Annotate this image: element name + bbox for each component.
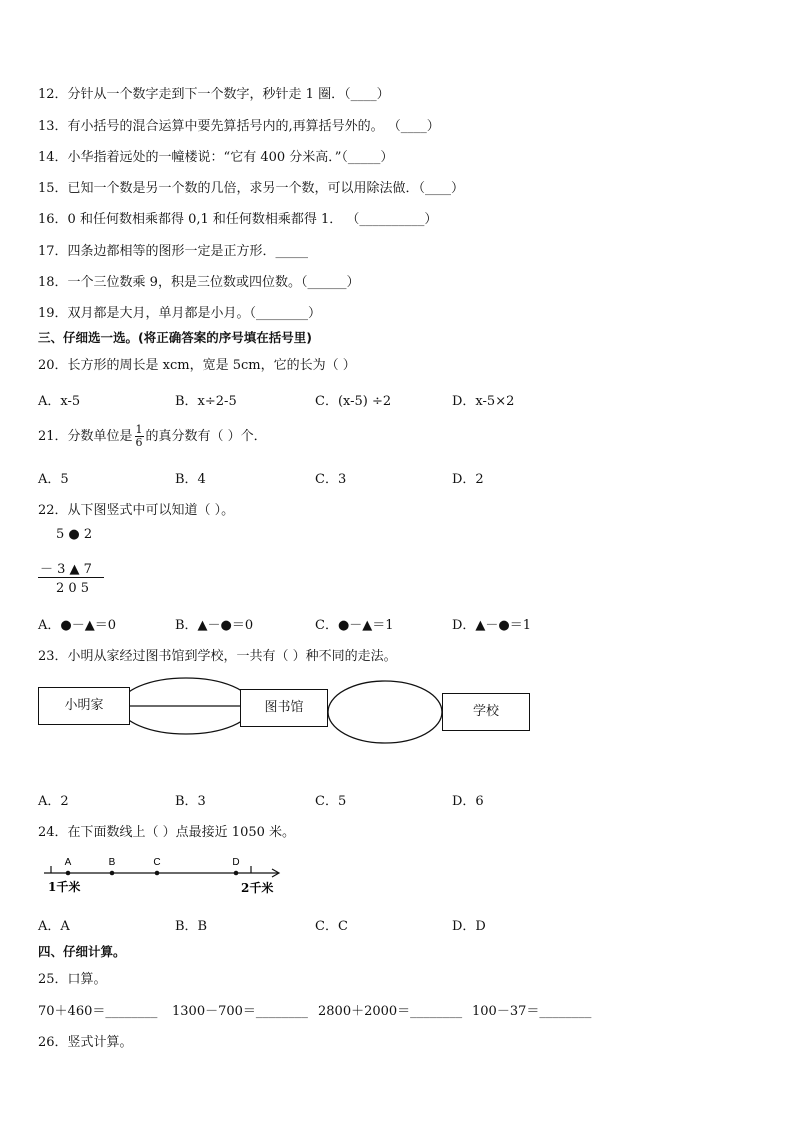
point-b-dot <box>110 871 115 876</box>
q20-option-c[interactable]: C．(x-5) ÷2 <box>315 394 392 409</box>
question-12: 12．分针从一个数字走到下一个数字，秒针走 1 圈．（____） <box>38 87 390 102</box>
box-school: 学校 <box>442 693 530 731</box>
question-20-stem: 20．长方形的周长是 xcm，宽是 5cm，它的长为（ ） <box>38 358 356 373</box>
question-22-stem: 22．从下图竖式中可以知道（ ）。 <box>38 503 235 518</box>
q21-option-a[interactable]: A．5 <box>38 472 69 487</box>
q20-option-b[interactable]: B．x÷2-5 <box>175 394 237 409</box>
q22-option-b[interactable]: B．▲－●＝0 <box>175 618 254 633</box>
question-15: 15．已知一个数是另一个数的几倍，求另一个数，可以用除法做．（____） <box>38 181 465 196</box>
point-d-label: D <box>232 857 240 868</box>
point-d-dot <box>234 871 239 876</box>
mental-calc-2[interactable]: 1300－700＝________ <box>172 1004 308 1019</box>
question-16: 16．0 和任何数相乘都得 0,1 和任何数相乘都得 1． （__________） <box>38 212 438 227</box>
route-ellipse-2 <box>328 681 442 743</box>
q23-option-b[interactable]: B．3 <box>175 794 206 809</box>
question-24-stem: 24．在下面数线上（ ）点最接近 1050 米。 <box>38 825 296 840</box>
calc-rule <box>38 577 104 578</box>
section-3-title: 三、仔细选一选。(将正确答案的序号填在括号里) <box>38 330 312 345</box>
question-25-stem: 25．口算。 <box>38 972 107 987</box>
calc-row-1: 5 ● 2 <box>56 527 93 542</box>
q20-option-d[interactable]: D．x-5×2 <box>452 394 515 409</box>
q20-option-a[interactable]: A．x-5 <box>38 394 81 409</box>
q21-option-c[interactable]: C．3 <box>315 472 347 487</box>
point-c-label: C <box>153 857 161 868</box>
fraction-one-sixth <box>135 424 144 449</box>
fraction-numerator: 1 <box>135 423 143 436</box>
calc-row-2: － 3 ▲ 7 <box>40 562 92 577</box>
point-b-label: B <box>108 857 116 868</box>
mental-calc-4[interactable]: 100－37＝________ <box>472 1004 592 1019</box>
q21-stem-before: 21．分数单位是 <box>38 429 133 444</box>
box-library: 图书馆 <box>240 689 328 727</box>
question-23-stem: 23．小明从家经过图书馆到学校，一共有（ ）种不同的走法。 <box>38 649 397 664</box>
number-line <box>38 852 288 896</box>
label-1km: 1千米 <box>48 880 81 894</box>
q22-option-d[interactable]: D．▲－●＝1 <box>452 618 532 633</box>
q23-option-a[interactable]: A．2 <box>38 794 69 809</box>
question-26-stem: 26．竖式计算。 <box>38 1035 133 1050</box>
q21-option-b[interactable]: B．4 <box>175 472 206 487</box>
q22-option-a[interactable]: A．●－▲＝0 <box>38 618 117 633</box>
q24-option-c[interactable]: C．C <box>315 919 348 934</box>
question-14: 14．小华指着远处的一幢楼说：“它有 400 分米高．”（_____） <box>38 150 394 165</box>
section-4-title: 四、仔细计算。 <box>38 944 126 959</box>
mental-calc-1[interactable]: 70＋460＝________ <box>38 1004 158 1019</box>
fraction-denominator: 6 <box>135 436 143 449</box>
label-2km: 2千米 <box>241 881 274 895</box>
question-17: 17．四条边都相等的图形一定是正方形．_____ <box>38 244 309 259</box>
q21-option-d[interactable]: D．2 <box>452 472 484 487</box>
q24-option-a[interactable]: A．A <box>38 919 70 934</box>
q23-option-d[interactable]: D．6 <box>452 794 484 809</box>
q24-option-b[interactable]: B．B <box>175 919 208 934</box>
q21-stem-after: 的真分数有（ ）个． <box>145 429 267 444</box>
box-home: 小明家 <box>38 687 130 725</box>
vertical-subtraction <box>38 525 108 601</box>
point-a-label: A <box>64 857 72 868</box>
question-13: 13．有小括号的混合运算中要先算括号内的,再算括号外的。 （____） <box>38 119 440 134</box>
q24-option-d[interactable]: D．D <box>452 919 486 934</box>
question-21-stem <box>38 424 267 449</box>
question-18: 18．一个三位数乘 9，积是三位数或四位数。（______） <box>38 275 360 290</box>
q22-option-c[interactable]: C．●－▲＝1 <box>315 618 394 633</box>
question-19: 19．双月都是大月，单月都是小月。（________） <box>38 306 322 321</box>
mental-calc-3[interactable]: 2800＋2000＝________ <box>318 1004 463 1019</box>
q23-option-c[interactable]: C．5 <box>315 794 347 809</box>
calc-row-3: 2 0 5 <box>56 581 90 596</box>
point-a-dot <box>66 871 71 876</box>
point-c-dot <box>155 871 160 876</box>
